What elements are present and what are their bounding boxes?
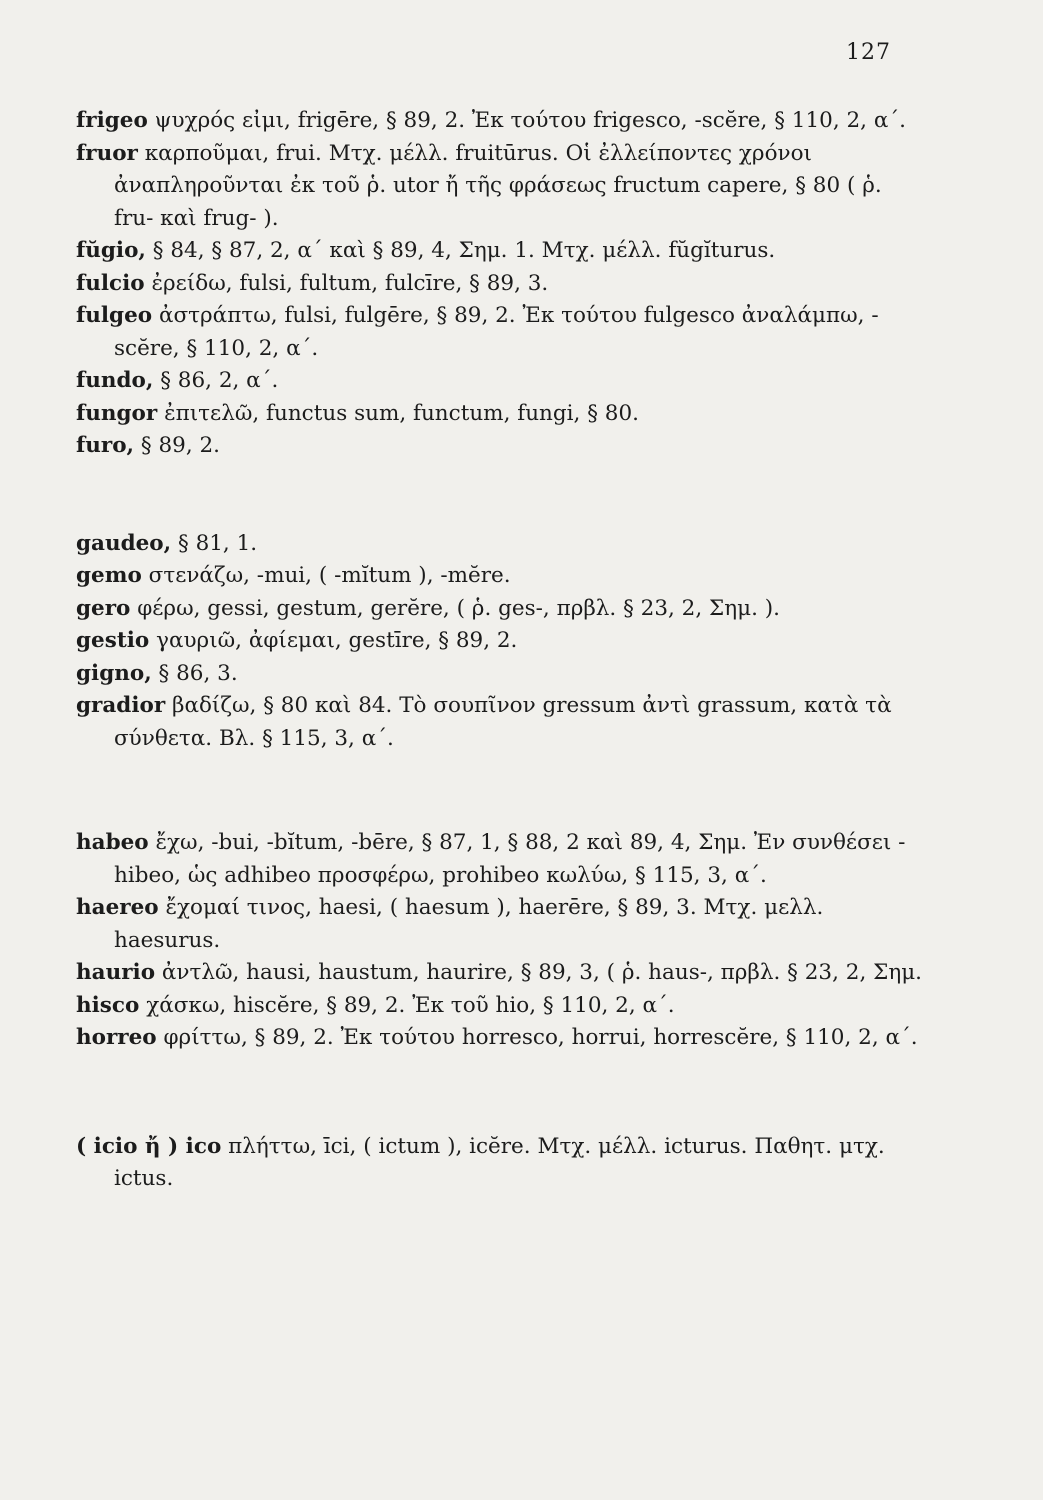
entry-headword: frigeo bbox=[76, 108, 148, 133]
dictionary-entry bbox=[76, 625, 926, 658]
entry-text: ἐρείδω, fulsi, fultum, fulcīre, § 89, 3. bbox=[151, 270, 549, 296]
dictionary-entry bbox=[76, 235, 926, 268]
entry-headword: haurio bbox=[76, 960, 156, 985]
entry-text: ἔχομαί τινος, haesi, ( haesum ), haerēre, § 89, 3. Μτχ. μελλ. haesurus. bbox=[114, 895, 824, 953]
dictionary-entry bbox=[76, 560, 926, 593]
entry-headword: gestio bbox=[76, 628, 150, 653]
dictionary-entry bbox=[76, 957, 926, 990]
dictionary-entry bbox=[76, 690, 926, 755]
entry-text: χάσκω, hiscĕre, § 89, 2. Ἐκ τοῦ hio, § 110, 2, α΄. bbox=[146, 992, 675, 1018]
entry-headword: fruor bbox=[76, 140, 138, 166]
entry-headword: habeo bbox=[76, 830, 149, 855]
dictionary-entry bbox=[76, 430, 926, 463]
dictionary-entry bbox=[76, 528, 926, 561]
entry-headword: hisco bbox=[76, 992, 140, 1018]
entry-text: § 81, 1. bbox=[177, 530, 258, 556]
entry-text: φέρω, gessi, gestum, gerĕre, ( ῥ. ges-, πρβλ. § 23, 2, Σημ. ). bbox=[137, 595, 780, 621]
entry-text: βαδίζω, § 80 καὶ 84. Τὸ σουπῖνον gressum ἀντὶ grassum, κατὰ τὰ σύνθετα. Βλ. § 115, 3, α΄. bbox=[114, 693, 892, 751]
entry-headword: fungor bbox=[76, 400, 158, 426]
letter-group-h bbox=[76, 827, 926, 1055]
dictionary-entry bbox=[76, 990, 926, 1023]
entry-headword: furo, bbox=[76, 433, 135, 458]
entry-text: § 86, 2, α΄. bbox=[160, 368, 279, 393]
dictionary-entry bbox=[76, 138, 926, 236]
dictionary-entry bbox=[76, 1022, 926, 1055]
dictionary-entry bbox=[76, 300, 926, 365]
entry-headword: fundo, bbox=[76, 368, 154, 393]
dictionary-entry bbox=[76, 105, 926, 138]
entry-text: ἐπιτελῶ, functus sum, functum, fungi, § 80. bbox=[164, 400, 639, 426]
entry-headword: gaudeo, bbox=[76, 530, 172, 556]
entry-headword: fŭgio, bbox=[76, 238, 146, 263]
entry-headword: haereo bbox=[76, 895, 159, 920]
dictionary-entry bbox=[76, 365, 926, 398]
entry-headword: ( icio ἤ ) ico bbox=[76, 1133, 222, 1159]
entry-text: στενάζω, -mui, ( -mĭtum ), -mĕre. bbox=[148, 563, 511, 588]
dictionary-entry bbox=[76, 398, 926, 431]
entry-text: § 84, § 87, 2, α΄ καὶ § 89, 4, Σημ. 1. Μτχ. μέλλ. fŭgĭturus. bbox=[152, 238, 776, 263]
entry-text: ἀστράπτω, fulsi, fulgēre, § 89, 2. Ἐκ τούτου fulgesco ἀναλάμπω, -scĕre, § 110, 2, α΄. bbox=[114, 303, 879, 361]
dictionary-entry bbox=[76, 892, 926, 957]
entries-list bbox=[76, 105, 926, 1196]
entry-text: § 86, 3. bbox=[158, 660, 238, 686]
entry-headword: fulcio bbox=[76, 270, 145, 296]
entry-text: γαυριῶ, ἀφίεμαι, gestīre, § 89, 2. bbox=[156, 628, 518, 653]
entry-text: ψυχρός εἰμι, frigēre, § 89, 2. Ἐκ τούτου frigesco, -scĕre, § 110, 2, α΄. bbox=[154, 108, 906, 133]
entry-text: ἀντλῶ, hausi, haustum, haurire, § 89, 3, ( ῥ. haus-, πρβλ. § 23, 2, Σημ. bbox=[161, 960, 923, 985]
letter-group-f bbox=[76, 105, 926, 463]
page-number: 127 bbox=[846, 40, 891, 65]
entry-headword: horreo bbox=[76, 1025, 157, 1050]
dictionary-entry bbox=[76, 658, 926, 691]
dictionary-entry bbox=[76, 1131, 926, 1196]
letter-group-g bbox=[76, 528, 926, 756]
entry-headword: gero bbox=[76, 595, 131, 621]
entry-text: ἔχω, -bui, -bĭtum, -bēre, § 87, 1, § 88, 2 καὶ 89, 4, Σημ. Ἐν συνθέσει -hibeo, ὡς adhibeo προσφέρω, prohibeo κωλύω, § 115, 3, α΄. bbox=[114, 830, 906, 888]
dictionary-entry bbox=[76, 827, 926, 892]
dictionary-entry bbox=[76, 593, 926, 626]
entry-headword: gigno, bbox=[76, 660, 152, 686]
entry-text: § 89, 2. bbox=[140, 433, 221, 458]
letter-group-i bbox=[76, 1131, 926, 1196]
entry-text: φρίττω, § 89, 2. Ἐκ τούτου horresco, horrui, horrescĕre, § 110, 2, α΄. bbox=[163, 1025, 918, 1050]
entry-text: πλήττω, īci, ( ictum ), icĕre. Μτχ. μέλλ. icturus. Παθητ. μτχ. ictus. bbox=[114, 1133, 885, 1191]
entry-headword: fulgeo bbox=[76, 303, 153, 328]
entry-text: καρποῦμαι, frui. Μτχ. μέλλ. fruitūrus. Οἱ ἐλλείποντες χρόνοι ἀναπληροῦνται ἐκ τοῦ ῥ. utor ἤ τῆς φράσεως fructum capere, § 80 ( ῥ. fru- καὶ frug- ). bbox=[114, 140, 882, 231]
dictionary-entry bbox=[76, 268, 926, 301]
entry-headword: gemo bbox=[76, 563, 142, 588]
entry-headword: gradior bbox=[76, 693, 166, 718]
